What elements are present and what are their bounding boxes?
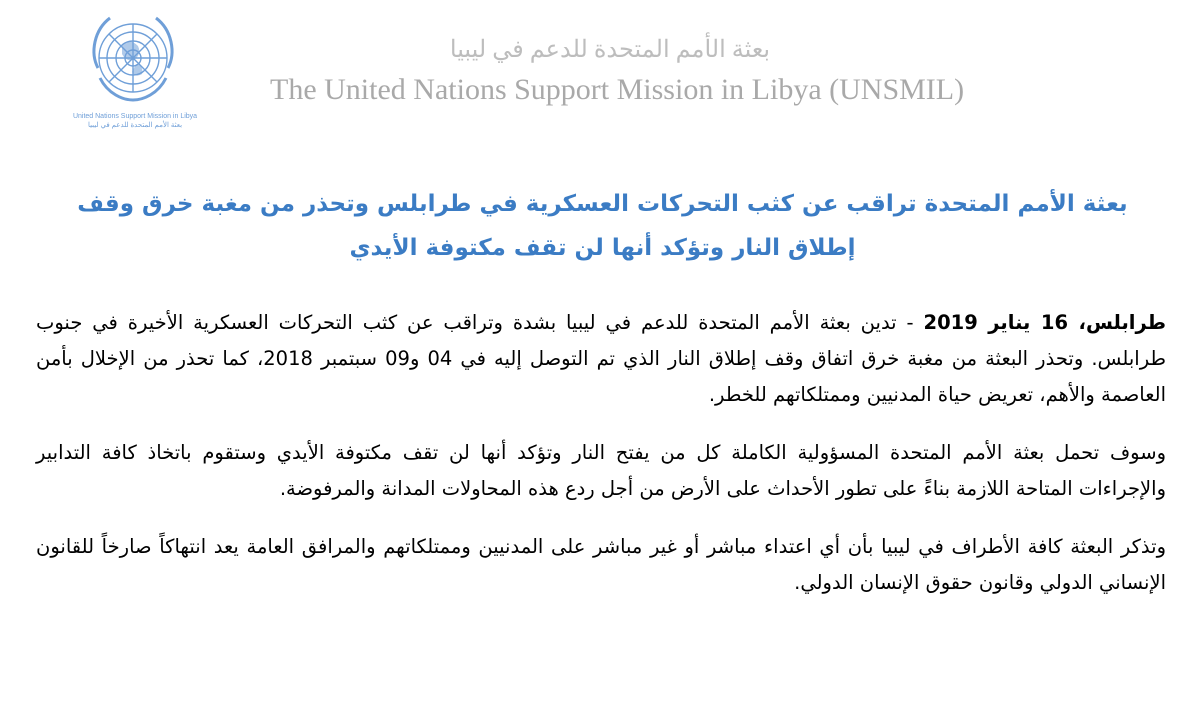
organization-name-arabic: بعثة الأمم المتحدة للدعم في ليبيا [449,37,771,63]
paragraph-3: وتذكر البعثة كافة الأطراف في ليبيا بأن أي اعتداء مباشر أو غير مباشر على المدنيين وممتلكاتهم والمرافق العامة يعد انتهاكاً صارخاً للقانون الإنساني الدولي وقانون حقوق الإنسان الدولي. [36,535,1166,594]
un-emblem-icon [78,8,188,118]
press-release-body [36,305,1166,623]
organization-name-english: The United Nations Support Mission in Libya (UNSMIL) [270,73,965,106]
emblem-caption-en: United Nations Support Mission in Libya [72,113,198,120]
dateline: طرابلس، 16 يناير 2019 [923,311,1166,334]
emblem-caption-ar: بعثة الأمم المتحدة للدعم في ليبيا [87,122,183,129]
paragraph-1-text: - تدين بعثة الأمم المتحدة للدعم في ليبيا بشدة وتراقب عن كثب التحركات العسكرية الأخيرة في جنوب طرابلس. وتحذر البعثة من مغبة خرق اتفاق وقف إطلاق النار الذي تم التوصل إليه في 04 و09 سبتمبر 2018، كما تحذر من الإخلال بأمن العاصمة والأهم، تعريض حياة المدنيين وممتلكاتهم للخطر. [36,311,1166,406]
letterhead [0,0,1199,150]
paragraph-1 [36,305,1166,413]
paragraph-2: وسوف تحمل بعثة الأمم المتحدة المسؤولية الكاملة كل من يفتح النار وتؤكد أنها لن تقف مكتوفة الأيدي وستقوم باتخاذ كافة التدابير والإجراءات المتاحة اللازمة بناءً على تطور الأحداث على الأرض من أجل ردع هذه المحاولات المدانة والمرفوضة. [36,441,1166,500]
emblem-caption [70,112,200,130]
press-release-title: بعثة الأمم المتحدة تراقب عن كثب التحركات العسكرية في طرابلس وتحذر من مغبة خرق وقف إطلاق النار وتؤكد أنها لن تقف مكتوفة الأيدي [77,191,1128,261]
